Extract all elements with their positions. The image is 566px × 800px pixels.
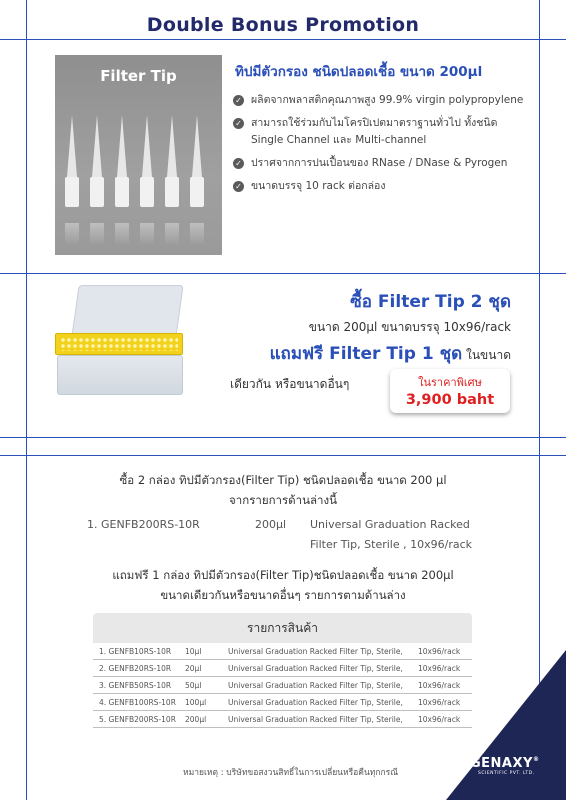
promo-free-line: แถมฟรี Filter Tip 1 ชุด ในขนาด bbox=[269, 344, 511, 364]
table-header: รายการสินค้า bbox=[93, 613, 472, 643]
pipette-tip-icon bbox=[115, 115, 129, 215]
filter-tips-illustration bbox=[65, 115, 215, 255]
page-title: Double Bonus Promotion bbox=[146, 14, 420, 36]
table-row: 5. GENFB200RS-10R 200µl Universal Graduation Racked Filter Tip, Sterile, 10x96/rack bbox=[93, 711, 472, 728]
check-icon: ✓ bbox=[233, 118, 244, 129]
pipette-tip-icon bbox=[165, 115, 179, 215]
check-icon: ✓ bbox=[233, 158, 244, 169]
guide-line bbox=[0, 273, 566, 274]
pipette-tip-icon bbox=[190, 115, 204, 215]
product-image-panel bbox=[55, 55, 222, 255]
price-tag-label: ในราคาพิเศษ bbox=[418, 376, 482, 389]
box-lid bbox=[71, 285, 183, 337]
table-row: 1. GENFB10RS-10R 10µl Universal Graduation Racked Filter Tip, Sterile, 10x96/rack bbox=[93, 643, 472, 660]
footer-note: หมายเหตุ : บริษัทขอสงวนสิทธิ์ในการเปลี่ยนหรือคืนทุกกรณี bbox=[183, 768, 399, 778]
buy-description: ซื้อ 2 กล่อง ทิปมีตัวกรอง(Filter Tip) ชนิดปลอดเชื้อ ขนาด 200 µl จากรายการด้านล่างนี้ bbox=[119, 473, 447, 507]
product-panel-title: Filter Tip bbox=[100, 67, 177, 85]
feature-list bbox=[233, 92, 533, 201]
brand-logo: GENAXY® bbox=[470, 756, 540, 771]
buy-item-size: 200µl bbox=[255, 518, 287, 531]
price-value: 3,900 baht bbox=[405, 392, 495, 408]
corner-decoration bbox=[446, 650, 566, 800]
tip-rack bbox=[55, 333, 183, 355]
pipette-tip-icon bbox=[65, 115, 79, 215]
feature-item: ✓ ปราศจากการปนเปื้อนของ RNase / DNase & Pyrogen bbox=[233, 155, 533, 172]
brand-tagline: SCIENTIFIC PVT. LTD. bbox=[478, 771, 535, 776]
table-row: 3. GENFB50RS-10R 50µl Universal Graduation Racked Filter Tip, Sterile, 10x96/rack bbox=[93, 677, 472, 694]
promo-buy-line: ซื้อ Filter Tip 2 ชุด bbox=[350, 292, 511, 312]
free-description: แถมฟรี 1 กล่อง ทิปมีตัวกรอง(Filter Tip)ชนิดปลอดเชื้อ ขนาด 200µl ขนาดเดียวกันหรือขนาดอื่นๆ รายการตามด้านล่าง bbox=[112, 568, 454, 602]
table-row: 2. GENFB20RS-10R 20µl Universal Graduation Racked Filter Tip, Sterile, 10x96/rack bbox=[93, 660, 472, 677]
check-icon: ✓ bbox=[233, 95, 244, 106]
guide-line bbox=[0, 39, 566, 40]
pipette-tip-icon bbox=[90, 115, 104, 215]
feature-item: ✓ ผลิตจากพลาสติกคุณภาพสูง 99.9% virgin polypropylene bbox=[233, 92, 533, 109]
check-icon: ✓ bbox=[233, 181, 244, 192]
guide-line bbox=[26, 0, 27, 800]
tip-box-image bbox=[55, 285, 190, 400]
pipette-tip-icon bbox=[140, 115, 154, 215]
feature-item: ✓ ขนาดบรรจุ 10 rack ต่อกล่อง bbox=[233, 178, 533, 195]
guide-line bbox=[0, 455, 566, 456]
price-badge bbox=[390, 369, 510, 413]
product-table bbox=[93, 613, 472, 728]
promo-other-sizes-line: เดียวกัน หรือขนาดอื่นๆ bbox=[230, 377, 350, 391]
buy-item-description: Universal Graduation Racked Filter Tip, Sterile , 10x96/rack bbox=[310, 518, 472, 551]
product-heading: ทิปมีตัวกรอง ชนิดปลอดเชื้อ ขนาด 200µl bbox=[235, 64, 483, 80]
box-base bbox=[57, 355, 183, 395]
table-row: 4. GENFB100RS-10R 100µl Universal Graduation Racked Filter Tip, Sterile, 10x96/rack bbox=[93, 694, 472, 711]
guide-line bbox=[0, 437, 566, 438]
buy-item-code: 1. GENFB200RS-10R bbox=[87, 518, 200, 531]
feature-item: ✓ สามารถใช้ร่วมกับไมโครปิเปตมาตราฐานทั่วไป ทั้งชนิด Single Channel และ Multi-channel bbox=[233, 115, 533, 149]
promo-size-line: ขนาด 200µl ขนาดบรรจุ 10x96/rack bbox=[308, 320, 511, 334]
